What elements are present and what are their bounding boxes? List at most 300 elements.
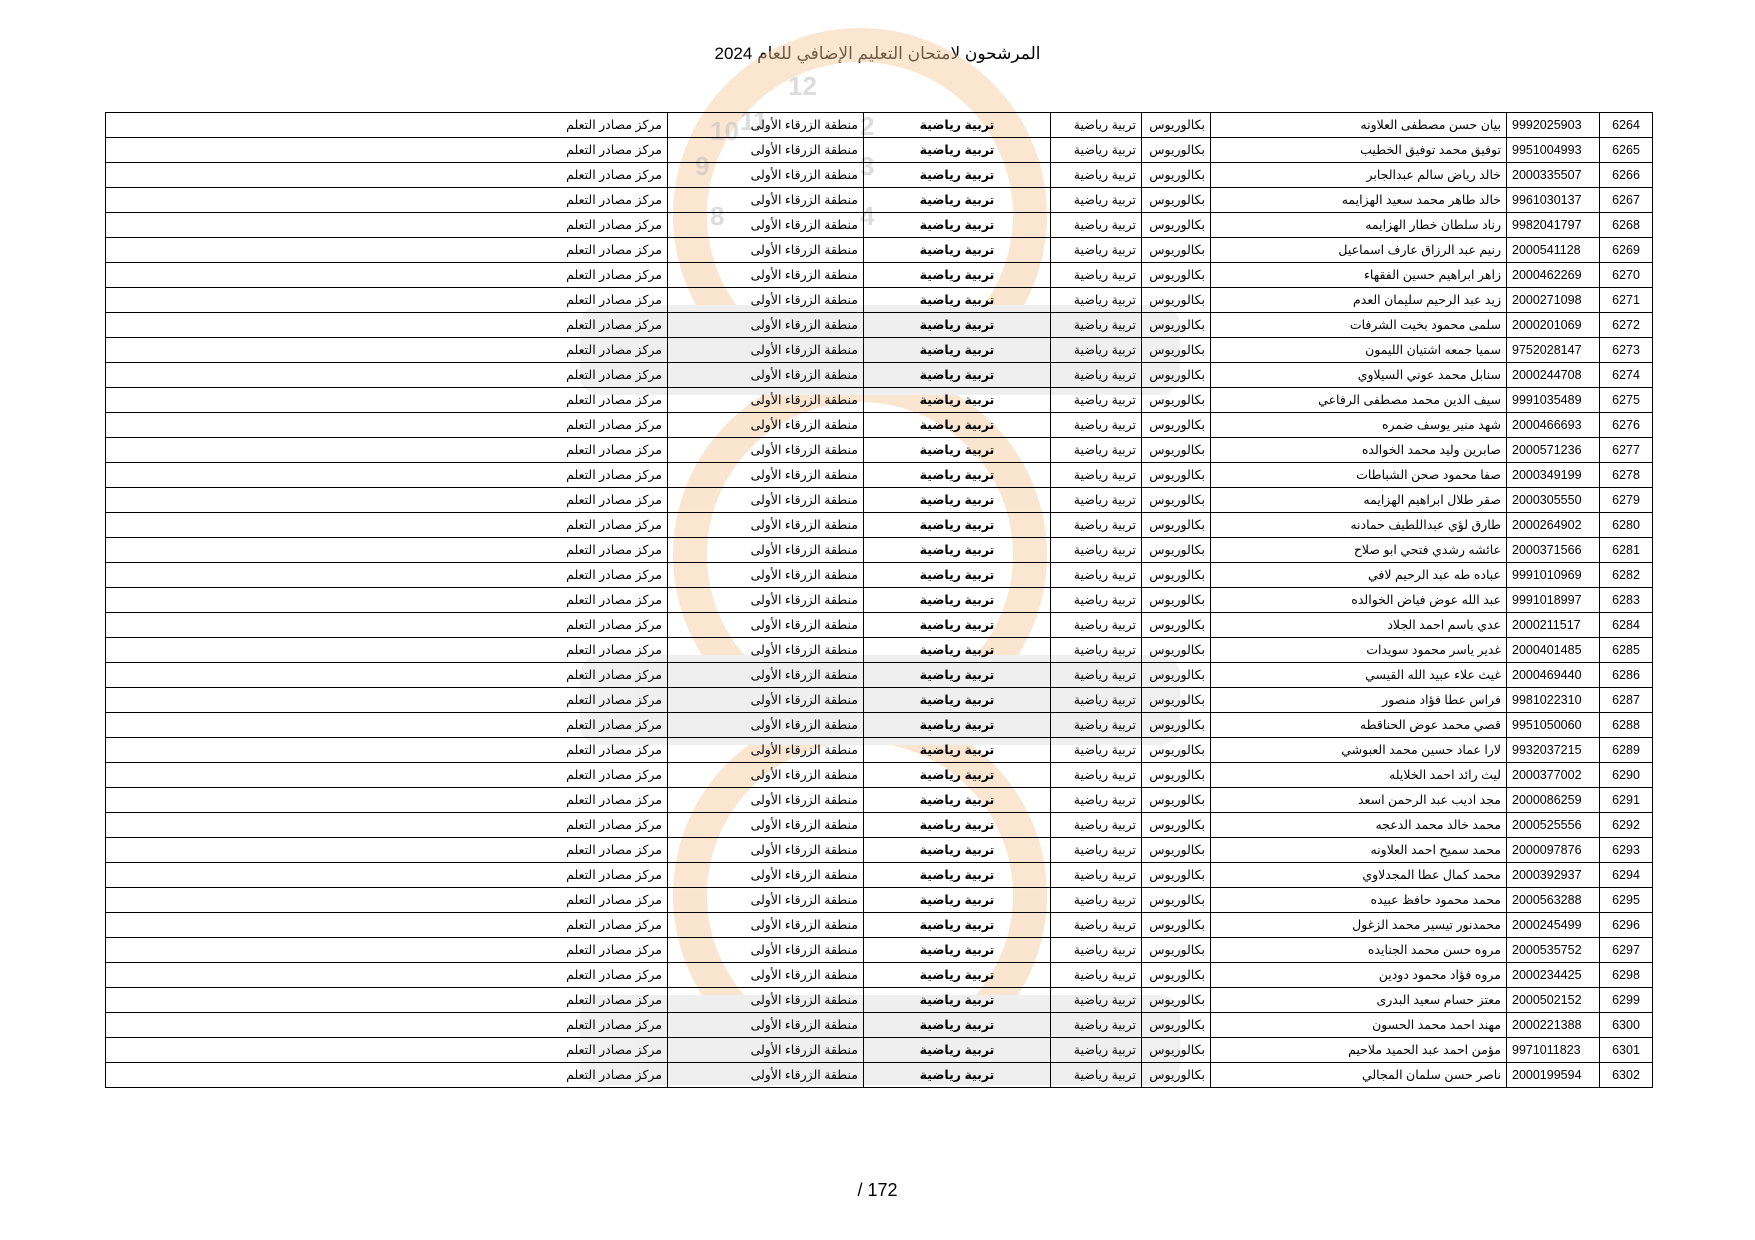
cell-directorate: منطقة الزرقاء الأولى bbox=[668, 188, 864, 213]
cell-degree: بكالوريوس bbox=[1142, 513, 1211, 538]
cell-specialization: تربية رياضية bbox=[1051, 588, 1142, 613]
cell-seq: 6290 bbox=[1600, 763, 1653, 788]
cell-seq: 6286 bbox=[1600, 663, 1653, 688]
cell-exam-center: مركز مصادر التعلم bbox=[106, 638, 668, 663]
table-row bbox=[106, 738, 1653, 763]
cell-name: رناد سلطان خطار الهزايمه bbox=[1211, 213, 1507, 238]
cell-seq: 6297 bbox=[1600, 938, 1653, 963]
cell-exam-center: مركز مصادر التعلم bbox=[106, 588, 668, 613]
cell-exam-center: مركز مصادر التعلم bbox=[106, 313, 668, 338]
candidates-table-body bbox=[106, 113, 1653, 1088]
cell-seq: 6278 bbox=[1600, 463, 1653, 488]
cell-national-id: 2000234425 bbox=[1507, 963, 1600, 988]
cell-directorate: منطقة الزرقاء الأولى bbox=[668, 513, 864, 538]
cell-seq: 6291 bbox=[1600, 788, 1653, 813]
cell-name: سلمى محمود بخيت الشرفات bbox=[1211, 313, 1507, 338]
table-row bbox=[106, 338, 1653, 363]
table-row bbox=[106, 413, 1653, 438]
cell-national-id: 9992025903 bbox=[1507, 113, 1600, 138]
cell-directorate: منطقة الزرقاء الأولى bbox=[668, 738, 864, 763]
cell-specialization: تربية رياضية bbox=[1051, 513, 1142, 538]
table-row bbox=[106, 238, 1653, 263]
cell-directorate: منطقة الزرقاء الأولى bbox=[668, 638, 864, 663]
table-row bbox=[106, 313, 1653, 338]
cell-name: محمد كمال عطا المجدلاوي bbox=[1211, 863, 1507, 888]
cell-directorate: منطقة الزرقاء الأولى bbox=[668, 363, 864, 388]
cell-subject: تربية رياضية bbox=[864, 963, 1051, 988]
cell-degree: بكالوريوس bbox=[1142, 913, 1211, 938]
clock-numeral: 12 bbox=[788, 71, 817, 101]
cell-seq: 6287 bbox=[1600, 688, 1653, 713]
cell-seq: 6281 bbox=[1600, 538, 1653, 563]
table-row bbox=[106, 163, 1653, 188]
cell-name: قصي محمد عوض الحناقطه bbox=[1211, 713, 1507, 738]
cell-degree: بكالوريوس bbox=[1142, 488, 1211, 513]
table-row bbox=[106, 838, 1653, 863]
cell-seq: 6271 bbox=[1600, 288, 1653, 313]
cell-name: شهد منير يوسف ضمره bbox=[1211, 413, 1507, 438]
cell-specialization: تربية رياضية bbox=[1051, 413, 1142, 438]
cell-specialization: تربية رياضية bbox=[1051, 538, 1142, 563]
cell-specialization: تربية رياضية bbox=[1051, 288, 1142, 313]
cell-specialization: تربية رياضية bbox=[1051, 1063, 1142, 1088]
cell-exam-center: مركز مصادر التعلم bbox=[106, 538, 668, 563]
table-row bbox=[106, 138, 1653, 163]
cell-directorate: منطقة الزرقاء الأولى bbox=[668, 613, 864, 638]
cell-specialization: تربية رياضية bbox=[1051, 738, 1142, 763]
cell-national-id: 2000401485 bbox=[1507, 638, 1600, 663]
table-row bbox=[106, 488, 1653, 513]
cell-subject: تربية رياضية bbox=[864, 663, 1051, 688]
cell-national-id: 2000541128 bbox=[1507, 238, 1600, 263]
table-row bbox=[106, 913, 1653, 938]
cell-specialization: تربية رياضية bbox=[1051, 988, 1142, 1013]
cell-exam-center: مركز مصادر التعلم bbox=[106, 738, 668, 763]
cell-name: محمد محمود حافظ عبيده bbox=[1211, 888, 1507, 913]
cell-exam-center: مركز مصادر التعلم bbox=[106, 138, 668, 163]
cell-exam-center: مركز مصادر التعلم bbox=[106, 963, 668, 988]
cell-seq: 6294 bbox=[1600, 863, 1653, 888]
cell-exam-center: مركز مصادر التعلم bbox=[106, 613, 668, 638]
cell-national-id: 2000469440 bbox=[1507, 663, 1600, 688]
cell-directorate: منطقة الزرقاء الأولى bbox=[668, 763, 864, 788]
cell-directorate: منطقة الزرقاء الأولى bbox=[668, 1038, 864, 1063]
cell-exam-center: مركز مصادر التعلم bbox=[106, 388, 668, 413]
cell-subject: تربية رياضية bbox=[864, 1038, 1051, 1063]
cell-national-id: 2000571236 bbox=[1507, 438, 1600, 463]
cell-exam-center: مركز مصادر التعلم bbox=[106, 938, 668, 963]
cell-exam-center: مركز مصادر التعلم bbox=[106, 1063, 668, 1088]
cell-name: محمدنور تيسير محمد الزغول bbox=[1211, 913, 1507, 938]
cell-subject: تربية رياضية bbox=[864, 488, 1051, 513]
cell-directorate: منطقة الزرقاء الأولى bbox=[668, 413, 864, 438]
cell-directorate: منطقة الزرقاء الأولى bbox=[668, 688, 864, 713]
cell-degree: بكالوريوس bbox=[1142, 438, 1211, 463]
cell-national-id: 2000462269 bbox=[1507, 263, 1600, 288]
cell-name: فراس عطا فؤاد منصور bbox=[1211, 688, 1507, 713]
cell-directorate: منطقة الزرقاء الأولى bbox=[668, 838, 864, 863]
cell-directorate: منطقة الزرقاء الأولى bbox=[668, 263, 864, 288]
cell-specialization: تربية رياضية bbox=[1051, 563, 1142, 588]
cell-specialization: تربية رياضية bbox=[1051, 888, 1142, 913]
cell-seq: 6279 bbox=[1600, 488, 1653, 513]
cell-national-id: 2000221388 bbox=[1507, 1013, 1600, 1038]
cell-specialization: تربية رياضية bbox=[1051, 1013, 1142, 1038]
cell-subject: تربية رياضية bbox=[864, 763, 1051, 788]
cell-degree: بكالوريوس bbox=[1142, 838, 1211, 863]
cell-exam-center: مركز مصادر التعلم bbox=[106, 288, 668, 313]
table-row bbox=[106, 713, 1653, 738]
cell-directorate: منطقة الزرقاء الأولى bbox=[668, 813, 864, 838]
cell-seq: 6299 bbox=[1600, 988, 1653, 1013]
cell-name: ليث رائد احمد الخلايله bbox=[1211, 763, 1507, 788]
cell-degree: بكالوريوس bbox=[1142, 738, 1211, 763]
cell-degree: بكالوريوس bbox=[1142, 813, 1211, 838]
cell-national-id: 9971011823 bbox=[1507, 1038, 1600, 1063]
cell-specialization: تربية رياضية bbox=[1051, 188, 1142, 213]
cell-exam-center: مركز مصادر التعلم bbox=[106, 813, 668, 838]
cell-directorate: منطقة الزرقاء الأولى bbox=[668, 863, 864, 888]
cell-national-id: 2000271098 bbox=[1507, 288, 1600, 313]
cell-national-id: 2000349199 bbox=[1507, 463, 1600, 488]
cell-seq: 6268 bbox=[1600, 213, 1653, 238]
cell-national-id: 2000466693 bbox=[1507, 413, 1600, 438]
cell-directorate: منطقة الزرقاء الأولى bbox=[668, 238, 864, 263]
cell-subject: تربية رياضية bbox=[864, 888, 1051, 913]
cell-directorate: منطقة الزرقاء الأولى bbox=[668, 388, 864, 413]
cell-directorate: منطقة الزرقاء الأولى bbox=[668, 663, 864, 688]
cell-directorate: منطقة الزرقاء الأولى bbox=[668, 113, 864, 138]
table-row bbox=[106, 863, 1653, 888]
cell-exam-center: مركز مصادر التعلم bbox=[106, 363, 668, 388]
cell-seq: 6270 bbox=[1600, 263, 1653, 288]
cell-directorate: منطقة الزرقاء الأولى bbox=[668, 788, 864, 813]
cell-specialization: تربية رياضية bbox=[1051, 238, 1142, 263]
cell-subject: تربية رياضية bbox=[864, 913, 1051, 938]
cell-name: توفيق محمد توفيق الخطيب bbox=[1211, 138, 1507, 163]
cell-name: رنيم عبد الرزاق عارف اسماعيل bbox=[1211, 238, 1507, 263]
table-row bbox=[106, 638, 1653, 663]
cell-specialization: تربية رياضية bbox=[1051, 338, 1142, 363]
cell-directorate: منطقة الزرقاء الأولى bbox=[668, 1013, 864, 1038]
cell-seq: 6269 bbox=[1600, 238, 1653, 263]
cell-specialization: تربية رياضية bbox=[1051, 963, 1142, 988]
cell-subject: تربية رياضية bbox=[864, 338, 1051, 363]
cell-name: مروه حسن محمد الجنايده bbox=[1211, 938, 1507, 963]
cell-degree: بكالوريوس bbox=[1142, 388, 1211, 413]
cell-degree: بكالوريوس bbox=[1142, 688, 1211, 713]
cell-exam-center: مركز مصادر التعلم bbox=[106, 463, 668, 488]
table-row bbox=[106, 538, 1653, 563]
cell-degree: بكالوريوس bbox=[1142, 563, 1211, 588]
cell-degree: بكالوريوس bbox=[1142, 1013, 1211, 1038]
cell-degree: بكالوريوس bbox=[1142, 138, 1211, 163]
cell-subject: تربية رياضية bbox=[864, 313, 1051, 338]
cell-directorate: منطقة الزرقاء الأولى bbox=[668, 988, 864, 1013]
table-row bbox=[106, 1063, 1653, 1088]
table-row bbox=[106, 388, 1653, 413]
clock-numeral: 9 bbox=[695, 151, 710, 181]
cell-seq: 6288 bbox=[1600, 713, 1653, 738]
cell-national-id: 2000563288 bbox=[1507, 888, 1600, 913]
table-row bbox=[106, 288, 1653, 313]
cell-national-id: 9752028147 bbox=[1507, 338, 1600, 363]
cell-degree: بكالوريوس bbox=[1142, 663, 1211, 688]
cell-specialization: تربية رياضية bbox=[1051, 863, 1142, 888]
cell-national-id: 9951004993 bbox=[1507, 138, 1600, 163]
cell-national-id: 2000305550 bbox=[1507, 488, 1600, 513]
cell-national-id: 2000335507 bbox=[1507, 163, 1600, 188]
cell-subject: تربية رياضية bbox=[864, 188, 1051, 213]
cell-specialization: تربية رياضية bbox=[1051, 388, 1142, 413]
table-row bbox=[106, 938, 1653, 963]
cell-national-id: 2000201069 bbox=[1507, 313, 1600, 338]
cell-name: سنابل محمد عوني السيلاوي bbox=[1211, 363, 1507, 388]
cell-name: طارق لؤي عبداللطيف حمادنه bbox=[1211, 513, 1507, 538]
table-row bbox=[106, 1013, 1653, 1038]
cell-seq: 6265 bbox=[1600, 138, 1653, 163]
cell-degree: بكالوريوس bbox=[1142, 588, 1211, 613]
cell-name: مؤمن احمد عبد الحميد ملاحيم bbox=[1211, 1038, 1507, 1063]
cell-subject: تربية رياضية bbox=[864, 538, 1051, 563]
cell-name: لارا عماد حسين محمد العبوشي bbox=[1211, 738, 1507, 763]
clock-numeral: 4 bbox=[860, 201, 875, 231]
cell-national-id: 9981022310 bbox=[1507, 688, 1600, 713]
cell-exam-center: مركز مصادر التعلم bbox=[106, 113, 668, 138]
cell-national-id: 9991010969 bbox=[1507, 563, 1600, 588]
cell-specialization: تربية رياضية bbox=[1051, 1038, 1142, 1063]
table-row bbox=[106, 1038, 1653, 1063]
cell-seq: 6295 bbox=[1600, 888, 1653, 913]
cell-subject: تربية رياضية bbox=[864, 813, 1051, 838]
cell-name: معتز حسام سعيد البدرى bbox=[1211, 988, 1507, 1013]
cell-directorate: منطقة الزرقاء الأولى bbox=[668, 563, 864, 588]
table-row bbox=[106, 363, 1653, 388]
cell-degree: بكالوريوس bbox=[1142, 413, 1211, 438]
cell-exam-center: مركز مصادر التعلم bbox=[106, 888, 668, 913]
cell-seq: 6301 bbox=[1600, 1038, 1653, 1063]
cell-seq: 6273 bbox=[1600, 338, 1653, 363]
cell-seq: 6276 bbox=[1600, 413, 1653, 438]
cell-specialization: تربية رياضية bbox=[1051, 488, 1142, 513]
cell-name: ناصر حسن سلمان المجالي bbox=[1211, 1063, 1507, 1088]
cell-specialization: تربية رياضية bbox=[1051, 663, 1142, 688]
cell-specialization: تربية رياضية bbox=[1051, 313, 1142, 338]
cell-name: خالد طاهر محمد سعيد الهزايمه bbox=[1211, 188, 1507, 213]
cell-degree: بكالوريوس bbox=[1142, 788, 1211, 813]
cell-specialization: تربية رياضية bbox=[1051, 688, 1142, 713]
cell-subject: تربية رياضية bbox=[864, 138, 1051, 163]
cell-national-id: 2000264902 bbox=[1507, 513, 1600, 538]
cell-seq: 6264 bbox=[1600, 113, 1653, 138]
cell-degree: بكالوريوس bbox=[1142, 288, 1211, 313]
cell-name: بيان حسن مصطفى العلاونه bbox=[1211, 113, 1507, 138]
table-row bbox=[106, 613, 1653, 638]
cell-subject: تربية رياضية bbox=[864, 213, 1051, 238]
cell-directorate: منطقة الزرقاء الأولى bbox=[668, 488, 864, 513]
cell-subject: تربية رياضية bbox=[864, 288, 1051, 313]
cell-exam-center: مركز مصادر التعلم bbox=[106, 913, 668, 938]
cell-name: خالد رياض سالم عبدالجابر bbox=[1211, 163, 1507, 188]
table-row bbox=[106, 263, 1653, 288]
cell-name: مجد اديب عبد الرحمن اسعد bbox=[1211, 788, 1507, 813]
cell-subject: تربية رياضية bbox=[864, 263, 1051, 288]
cell-subject: تربية رياضية bbox=[864, 413, 1051, 438]
cell-directorate: منطقة الزرقاء الأولى bbox=[668, 438, 864, 463]
cell-subject: تربية رياضية bbox=[864, 1013, 1051, 1038]
cell-specialization: تربية رياضية bbox=[1051, 838, 1142, 863]
cell-national-id: 9951050060 bbox=[1507, 713, 1600, 738]
candidates-table bbox=[105, 112, 1653, 1088]
cell-name: غدير ياسر محمود سويدات bbox=[1211, 638, 1507, 663]
cell-directorate: منطقة الزرقاء الأولى bbox=[668, 713, 864, 738]
cell-specialization: تربية رياضية bbox=[1051, 788, 1142, 813]
cell-national-id: 9982041797 bbox=[1507, 213, 1600, 238]
cell-seq: 6277 bbox=[1600, 438, 1653, 463]
clock-numeral: 2 bbox=[860, 111, 875, 141]
table-row bbox=[106, 813, 1653, 838]
cell-subject: تربية رياضية bbox=[864, 463, 1051, 488]
cell-exam-center: مركز مصادر التعلم bbox=[106, 1038, 668, 1063]
cell-exam-center: مركز مصادر التعلم bbox=[106, 513, 668, 538]
cell-exam-center: مركز مصادر التعلم bbox=[106, 163, 668, 188]
table-row bbox=[106, 763, 1653, 788]
cell-national-id: 9991018997 bbox=[1507, 588, 1600, 613]
cell-subject: تربية رياضية bbox=[864, 388, 1051, 413]
cell-exam-center: مركز مصادر التعلم bbox=[106, 838, 668, 863]
cell-exam-center: مركز مصادر التعلم bbox=[106, 1013, 668, 1038]
cell-degree: بكالوريوس bbox=[1142, 1063, 1211, 1088]
cell-exam-center: مركز مصادر التعلم bbox=[106, 213, 668, 238]
cell-seq: 6289 bbox=[1600, 738, 1653, 763]
cell-name: عائشه رشدي فتحي ابو صلاح bbox=[1211, 538, 1507, 563]
cell-subject: تربية رياضية bbox=[864, 613, 1051, 638]
cell-degree: بكالوريوس bbox=[1142, 113, 1211, 138]
cell-degree: بكالوريوس bbox=[1142, 888, 1211, 913]
cell-exam-center: مركز مصادر التعلم bbox=[106, 988, 668, 1013]
cell-name: صابرين وليد محمد الخوالده bbox=[1211, 438, 1507, 463]
cell-seq: 6267 bbox=[1600, 188, 1653, 213]
cell-degree: بكالوريوس bbox=[1142, 613, 1211, 638]
cell-exam-center: مركز مصادر التعلم bbox=[106, 663, 668, 688]
cell-specialization: تربية رياضية bbox=[1051, 113, 1142, 138]
cell-exam-center: مركز مصادر التعلم bbox=[106, 413, 668, 438]
cell-subject: تربية رياضية bbox=[864, 738, 1051, 763]
cell-seq: 6298 bbox=[1600, 963, 1653, 988]
cell-subject: تربية رياضية bbox=[864, 1063, 1051, 1088]
cell-name: محمد خالد محمد الدعجه bbox=[1211, 813, 1507, 838]
cell-exam-center: مركز مصادر التعلم bbox=[106, 763, 668, 788]
cell-directorate: منطقة الزرقاء الأولى bbox=[668, 888, 864, 913]
cell-subject: تربية رياضية bbox=[864, 838, 1051, 863]
table-row bbox=[106, 988, 1653, 1013]
cell-subject: تربية رياضية bbox=[864, 988, 1051, 1013]
cell-subject: تربية رياضية bbox=[864, 163, 1051, 188]
cell-subject: تربية رياضية bbox=[864, 688, 1051, 713]
cell-national-id: 2000371566 bbox=[1507, 538, 1600, 563]
cell-directorate: منطقة الزرقاء الأولى bbox=[668, 313, 864, 338]
cell-subject: تربية رياضية bbox=[864, 638, 1051, 663]
cell-directorate: منطقة الزرقاء الأولى bbox=[668, 163, 864, 188]
cell-directorate: منطقة الزرقاء الأولى bbox=[668, 288, 864, 313]
cell-specialization: تربية رياضية bbox=[1051, 713, 1142, 738]
cell-name: غيث علاء عبيد الله القيسي bbox=[1211, 663, 1507, 688]
cell-exam-center: مركز مصادر التعلم bbox=[106, 338, 668, 363]
cell-specialization: تربية رياضية bbox=[1051, 813, 1142, 838]
cell-degree: بكالوريوس bbox=[1142, 1038, 1211, 1063]
table-row bbox=[106, 563, 1653, 588]
cell-degree: بكالوريوس bbox=[1142, 863, 1211, 888]
cell-subject: تربية رياضية bbox=[864, 513, 1051, 538]
cell-directorate: منطقة الزرقاء الأولى bbox=[668, 588, 864, 613]
cell-national-id: 9991035489 bbox=[1507, 388, 1600, 413]
cell-directorate: منطقة الزرقاء الأولى bbox=[668, 1063, 864, 1088]
table-row bbox=[106, 113, 1653, 138]
table-row bbox=[106, 588, 1653, 613]
cell-seq: 6283 bbox=[1600, 588, 1653, 613]
cell-degree: بكالوريوس bbox=[1142, 188, 1211, 213]
page-number: / 172 bbox=[857, 1180, 898, 1200]
cell-name: زاهر ابراهيم حسين الفقهاء bbox=[1211, 263, 1507, 288]
cell-national-id: 2000535752 bbox=[1507, 938, 1600, 963]
table-row bbox=[106, 188, 1653, 213]
cell-degree: بكالوريوس bbox=[1142, 313, 1211, 338]
cell-national-id: 9961030137 bbox=[1507, 188, 1600, 213]
cell-seq: 6300 bbox=[1600, 1013, 1653, 1038]
cell-specialization: تربية رياضية bbox=[1051, 763, 1142, 788]
cell-seq: 6302 bbox=[1600, 1063, 1653, 1088]
cell-specialization: تربية رياضية bbox=[1051, 913, 1142, 938]
cell-national-id: 2000086259 bbox=[1507, 788, 1600, 813]
cell-name: صفا محمود صحن الشباطات bbox=[1211, 463, 1507, 488]
clock-numeral: 11 bbox=[740, 106, 768, 136]
cell-name: عباده طه عبد الرحيم لافي bbox=[1211, 563, 1507, 588]
table-row bbox=[106, 963, 1653, 988]
cell-exam-center: مركز مصادر التعلم bbox=[106, 713, 668, 738]
cell-subject: تربية رياضية bbox=[864, 563, 1051, 588]
cell-subject: تربية رياضية bbox=[864, 438, 1051, 463]
cell-degree: بكالوريوس bbox=[1142, 988, 1211, 1013]
cell-exam-center: مركز مصادر التعلم bbox=[106, 238, 668, 263]
cell-seq: 6292 bbox=[1600, 813, 1653, 838]
table-row bbox=[106, 213, 1653, 238]
cell-degree: بكالوريوس bbox=[1142, 713, 1211, 738]
table-row bbox=[106, 888, 1653, 913]
cell-subject: تربية رياضية bbox=[864, 363, 1051, 388]
cell-national-id: 2000244708 bbox=[1507, 363, 1600, 388]
cell-exam-center: مركز مصادر التعلم bbox=[106, 688, 668, 713]
cell-national-id: 2000377002 bbox=[1507, 763, 1600, 788]
table-row bbox=[106, 463, 1653, 488]
cell-degree: بكالوريوس bbox=[1142, 638, 1211, 663]
cell-seq: 6285 bbox=[1600, 638, 1653, 663]
cell-national-id: 2000097876 bbox=[1507, 838, 1600, 863]
cell-national-id: 9932037215 bbox=[1507, 738, 1600, 763]
cell-national-id: 2000211517 bbox=[1507, 613, 1600, 638]
cell-name: محمد سميح احمد العلاونه bbox=[1211, 838, 1507, 863]
cell-directorate: منطقة الزرقاء الأولى bbox=[668, 963, 864, 988]
cell-subject: تربية رياضية bbox=[864, 238, 1051, 263]
table-row bbox=[106, 438, 1653, 463]
clock-numeral: 3 bbox=[860, 151, 875, 181]
cell-specialization: تربية رياضية bbox=[1051, 363, 1142, 388]
cell-subject: تربية رياضية bbox=[864, 938, 1051, 963]
cell-directorate: منطقة الزرقاء الأولى bbox=[668, 463, 864, 488]
cell-exam-center: مركز مصادر التعلم bbox=[106, 863, 668, 888]
cell-degree: بكالوريوس bbox=[1142, 363, 1211, 388]
cell-national-id: 2000245499 bbox=[1507, 913, 1600, 938]
cell-name: عبد الله عوض فياض الخوالده bbox=[1211, 588, 1507, 613]
